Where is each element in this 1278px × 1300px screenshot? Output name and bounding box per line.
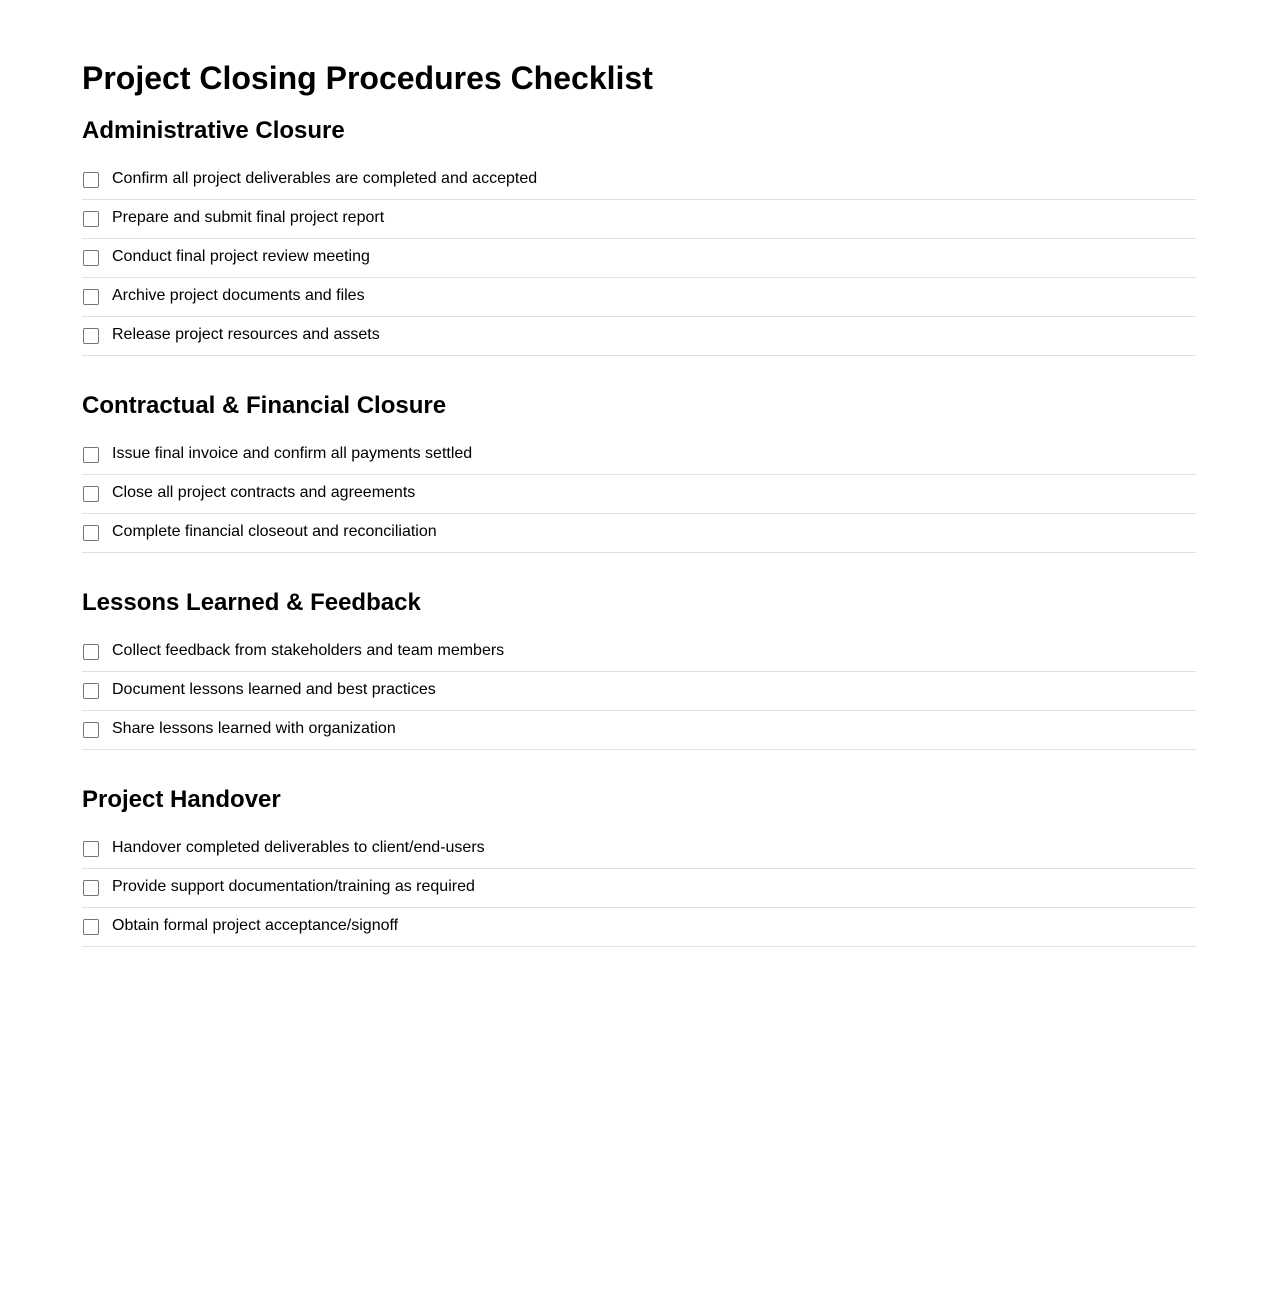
checklist-item-label: Handover completed deliverables to client/end-users — [112, 839, 485, 856]
checklist-item[interactable] — [82, 633, 1196, 672]
checklist-item-label: Conduct final project review meeting — [112, 248, 370, 265]
checklist-item[interactable] — [82, 830, 1196, 869]
checklist — [82, 633, 1196, 750]
checklist-item-label: Close all project contracts and agreements — [112, 484, 416, 501]
checklist — [82, 436, 1196, 553]
section-heading: Administrative Closure — [82, 117, 345, 144]
checklist-item-label: Archive project documents and files — [112, 287, 365, 304]
checkbox[interactable] — [83, 841, 99, 857]
checklist-item[interactable] — [82, 475, 1196, 514]
section-lessons-learned-feedback — [82, 589, 1196, 750]
section-heading: Project Handover — [82, 786, 281, 813]
checklist-item-label: Collect feedback from stakeholders and team members — [112, 642, 505, 659]
checklist — [82, 161, 1196, 356]
section-administrative-closure — [82, 117, 1196, 356]
section-heading: Lessons Learned & Feedback — [82, 589, 421, 616]
checklist-item[interactable] — [82, 436, 1196, 475]
checklist-item-label: Provide support documentation/training as required — [112, 878, 475, 895]
checkbox[interactable] — [83, 211, 99, 227]
checkbox[interactable] — [83, 250, 99, 266]
section-heading: Contractual & Financial Closure — [82, 392, 447, 419]
checklist-item[interactable] — [82, 672, 1196, 711]
checklist-item[interactable] — [82, 317, 1196, 356]
checkbox[interactable] — [83, 919, 99, 935]
section-project-handover — [82, 786, 1196, 947]
checklist-item-label: Obtain formal project acceptance/signoff — [112, 917, 399, 934]
page-title: Project Closing Procedures Checklist — [82, 60, 653, 96]
checkbox[interactable] — [83, 880, 99, 896]
checklist-item[interactable] — [82, 869, 1196, 908]
checklist-item[interactable] — [82, 711, 1196, 750]
checkbox[interactable] — [83, 486, 99, 502]
checklist-item[interactable] — [82, 278, 1196, 317]
checkbox[interactable] — [83, 289, 99, 305]
checklist-item-label: Share lessons learned with organization — [112, 720, 396, 737]
checkbox[interactable] — [83, 722, 99, 738]
checklist-item-label: Confirm all project deliverables are completed and accepted — [112, 170, 538, 187]
checkbox[interactable] — [83, 683, 99, 699]
checklist-item-label: Complete financial closeout and reconciliation — [112, 523, 437, 540]
checklist-item-label: Document lessons learned and best practices — [112, 681, 436, 698]
checkbox[interactable] — [83, 644, 99, 660]
checklist-item[interactable] — [82, 514, 1196, 553]
checkbox[interactable] — [83, 172, 99, 188]
checklist-item[interactable] — [82, 200, 1196, 239]
checklist — [82, 830, 1196, 947]
checklist-item-label: Issue final invoice and confirm all payments settled — [112, 445, 473, 462]
checklist-item-label: Prepare and submit final project report — [112, 209, 385, 226]
checkbox[interactable] — [83, 328, 99, 344]
checklist-item-label: Release project resources and assets — [112, 326, 380, 343]
checklist-item[interactable] — [82, 908, 1196, 947]
checkbox[interactable] — [83, 447, 99, 463]
checklist-item[interactable] — [82, 161, 1196, 200]
section-contractual-financial-closure — [82, 392, 1196, 553]
checklist-item[interactable] — [82, 239, 1196, 278]
checklist-page — [82, 58, 1196, 947]
checkbox[interactable] — [83, 525, 99, 541]
